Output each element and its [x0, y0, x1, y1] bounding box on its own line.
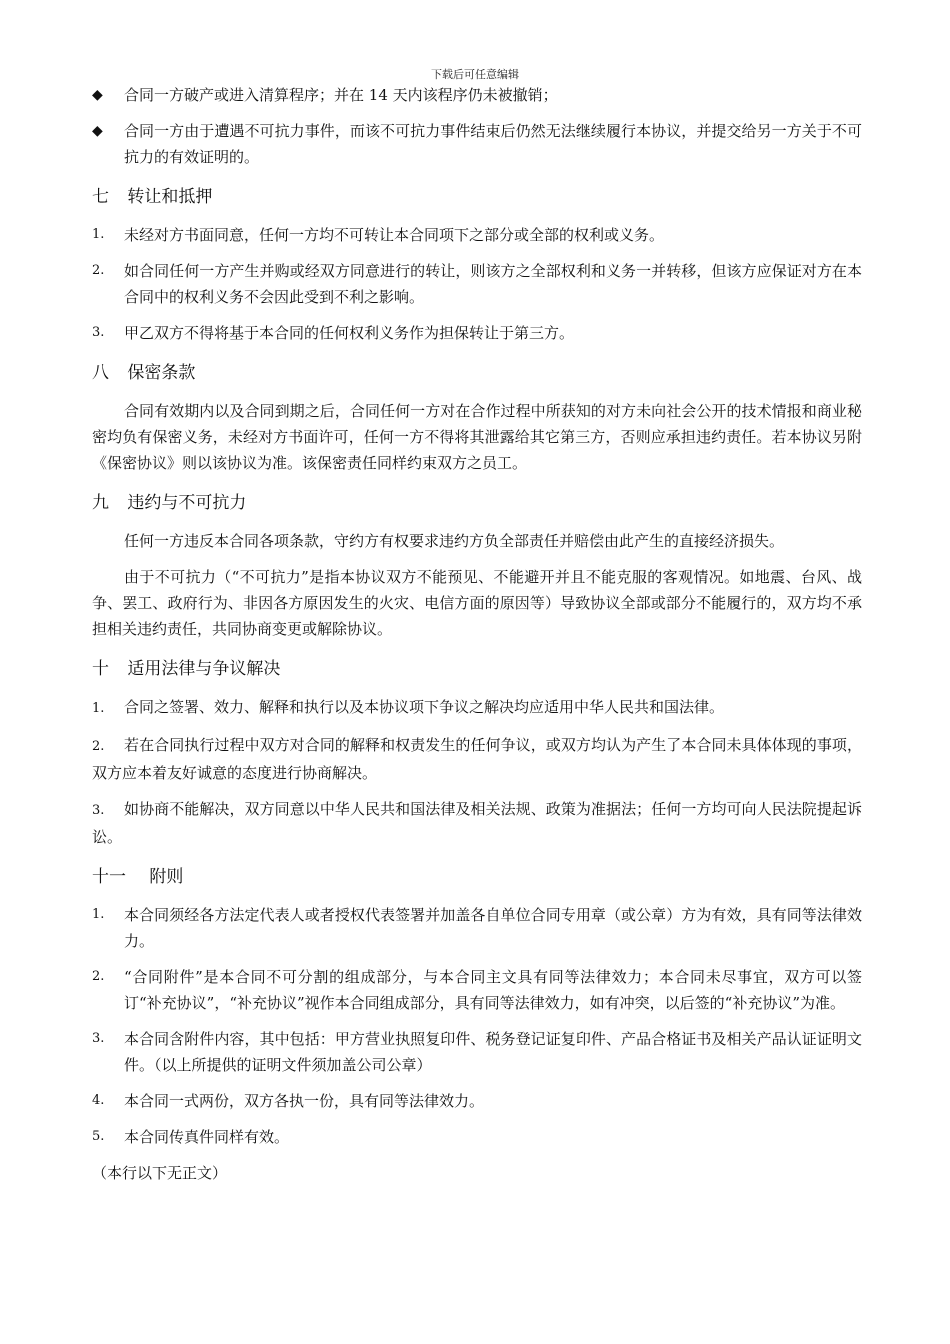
clause-item — [92, 902, 862, 954]
clause-item — [92, 1026, 862, 1078]
clause-number: 1. — [92, 227, 105, 242]
bullet-item — [92, 118, 862, 170]
clause-number: 3. — [92, 803, 105, 818]
bullet-item — [92, 82, 862, 108]
clause-item — [92, 258, 862, 310]
section-heading-transfer — [92, 184, 862, 210]
section-heading-confidentiality — [92, 360, 862, 386]
section-paragraph: 合同有效期内以及合同到期之后，合同任何一方对在合作过程中所获知的对方未向社会公开的技术情报和商业秘密均负有保密义务，未经对方书面许可，任何一方不得将其泄露给其它第三方，否则应承担违约责任。若本协议另附《保密协议》则以该协议为准。该保密责任同样约束双方之员工。 — [92, 402, 862, 472]
section-number: 十 — [92, 659, 109, 679]
clause-text: 甲乙双方不得将基于本合同的任何权利义务作为担保转让于第三方。 — [124, 324, 575, 342]
section-heading-law — [92, 656, 862, 682]
section-title: 适用法律与争议解决 — [127, 659, 281, 679]
clause-text: 本合同传真件同样有效。 — [124, 1128, 290, 1146]
section-number: 九 — [92, 493, 109, 513]
section-paragraph: 由于不可抗力（“不可抗力”是指本协议双方不能预见、不能避开并且不能克服的客观情况。如地震、台风、战争、罢工、政府行为、非因各方原因发生的火灾、电信方面的原因等）导致协议全部或部分不能履行的，双方均不承担相关违约责任，共同协商变更或解除协议。 — [92, 568, 862, 638]
clause-item — [92, 964, 862, 1016]
clause-item — [92, 320, 862, 346]
section-number: 十一 — [92, 867, 126, 887]
clause-number: 5. — [92, 1129, 105, 1144]
clause-item — [92, 1088, 862, 1114]
bullet-text: 合同一方由于遭遇不可抗力事件，而该不可抗力事件结束后仍然无法继续履行本协议，并提交给另一方关于不可抗力的有效证明的。 — [124, 122, 862, 166]
section-number: 八 — [92, 363, 109, 383]
section-heading-breach — [92, 490, 862, 516]
section-title: 保密条款 — [127, 363, 196, 383]
clause-number: 2. — [92, 263, 105, 278]
diamond-bullet-icon: ◆ — [92, 87, 103, 103]
section-title: 转让和抵押 — [127, 187, 213, 207]
clause-text: “合同附件”是本合同不可分割的组成部分，与本合同主文具有同等法律效力；本合同未尽事宜，双方可以签订“补充协议”，“补充协议”视作本合同组成部分，具有同等法律效力，如有冲突，以后签的“补充协议”为准。 — [124, 968, 862, 1012]
section-title: 附则 — [149, 867, 184, 887]
clause-item — [92, 1124, 862, 1150]
clause-number: 2. — [92, 969, 105, 984]
clause-text: 本合同须经各方法定代表人或者授权代表签署并加盖各自单位合同专用章（或公章）方为有效，具有同等法律效力。 — [124, 906, 862, 950]
clause-text: 未经对方书面同意，任何一方均不可转让本合同项下之部分或全部的权利或义务。 — [124, 226, 665, 244]
clause-item — [92, 796, 862, 850]
end-of-text-note: （本行以下无正文） — [92, 1164, 228, 1182]
section-heading-supplementary — [92, 864, 862, 890]
section-title: 违约与不可抗力 — [127, 493, 247, 513]
clause-item — [92, 694, 862, 722]
clause-text: 如合同任何一方产生并购或经双方同意进行的转让，则该方之全部权利和义务一并转移，但该方应保证对方在本合同中的权利义务不会因此受到不利之影响。 — [124, 262, 862, 306]
document-body — [92, 82, 862, 1186]
clause-number: 3. — [92, 325, 105, 340]
clause-number: 2. — [92, 739, 105, 754]
section-number: 七 — [92, 187, 109, 207]
section-paragraph: 任何一方违反本合同各项条款，守约方有权要求违约方负全部责任并赔偿由此产生的直接经济损失。 — [124, 532, 785, 550]
header-note: 下载后可任意编辑 — [431, 68, 519, 81]
clause-number: 1. — [92, 701, 105, 716]
clause-number: 3. — [92, 1031, 105, 1046]
bullet-text: 合同一方破产或进入清算程序；并在 14 天内该程序仍未被撤销； — [124, 86, 558, 104]
clause-number: 1. — [92, 907, 105, 922]
clause-text: 本合同含附件内容，其中包括：甲方营业执照复印件、税务登记证复印件、产品合格证书及相关产品认证证明文件。（以上所提供的证明文件须加盖公司公章） — [124, 1030, 862, 1074]
clause-text: 若在合同执行过程中双方对合同的解释和权责发生的任何争议，或双方均认为产生了本合同未具体体现的事项，双方应本着友好诚意的态度进行协商解决。 — [92, 736, 862, 782]
clause-text: 本合同一式两份，双方各执一份，具有同等法律效力。 — [124, 1092, 485, 1110]
clause-text: 如协商不能解决，双方同意以中华人民共和国法律及相关法规、政策为准据法；任何一方均可向人民法院提起诉讼。 — [92, 800, 862, 846]
clause-item — [92, 732, 862, 786]
clause-text: 合同之签署、效力、解释和执行以及本协议项下争议之解决均应适用中华人民共和国法律。 — [124, 698, 725, 716]
diamond-bullet-icon: ◆ — [92, 123, 103, 139]
clause-number: 4. — [92, 1093, 105, 1108]
clause-item — [92, 222, 862, 248]
